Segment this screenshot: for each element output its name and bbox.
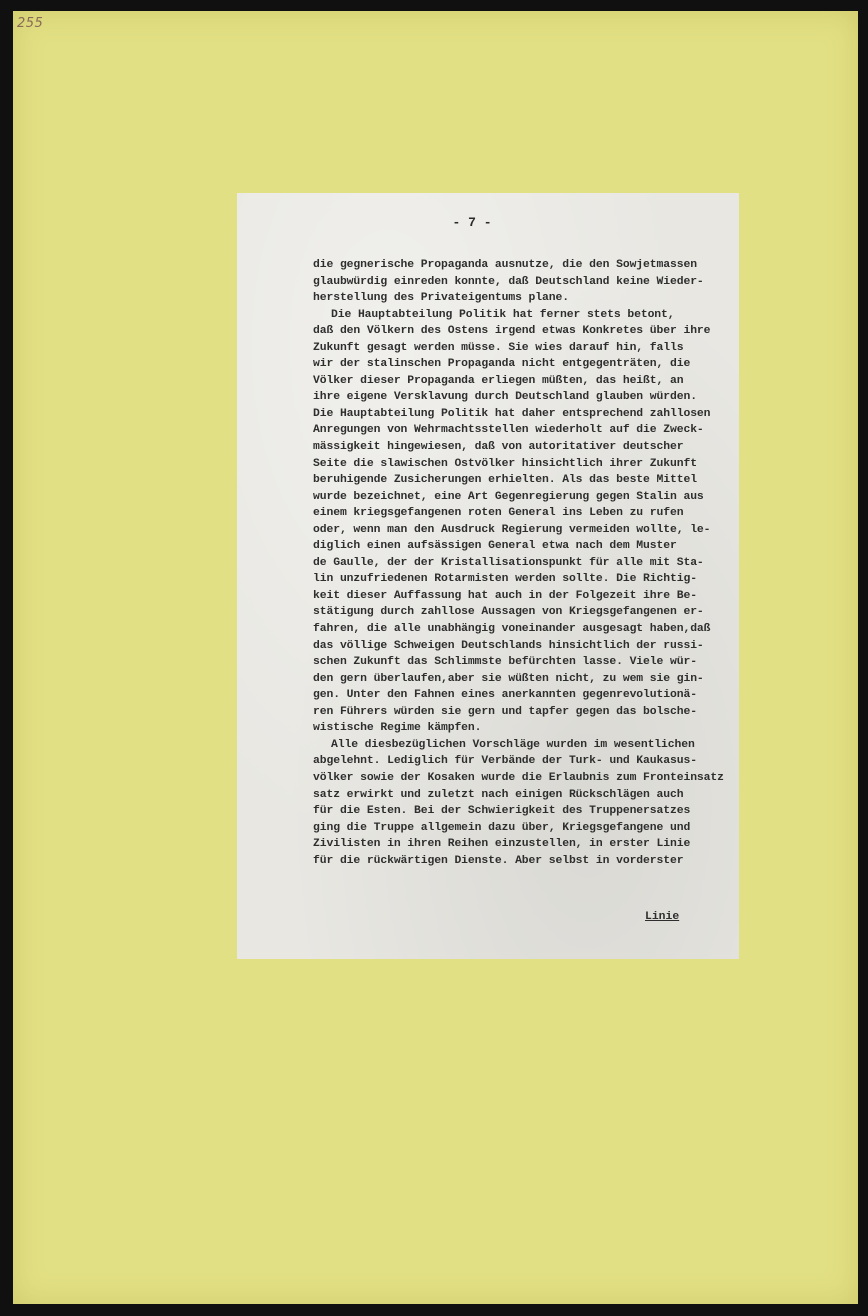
text-line: satz erwirkt und zuletzt nach einigen Rückschlägen auch: [313, 788, 684, 801]
text-line: Die Hauptabteilung Politik hat daher entsprechend zahllosen: [313, 407, 711, 420]
text-line: die gegnerische Propaganda ausnutze, die den Sowjetmassen: [313, 259, 697, 271]
text-line: ihre eigene Versklavung durch Deutschland glauben würden.: [313, 391, 697, 404]
text-line: Zivilisten in ihren Reihen einzustellen, in erster Linie: [313, 838, 691, 851]
text-line: völker sowie der Kosaken wurde die Erlaubnis zum Fronteinsatz: [313, 771, 724, 784]
text-line: das völlige Schweigen Deutschlands hinsichtlich der russi-: [313, 639, 704, 652]
text-line: daß den Völkern des Ostens irgend etwas Konkretes über ihre: [313, 325, 711, 338]
text-line: schen Zukunft das Schlimmste befürchten lasse. Viele wür-: [313, 656, 697, 669]
document-page: [237, 193, 739, 959]
archive-page-marker: 255: [17, 16, 44, 31]
text-line: für die rückwärtigen Dienste. Aber selbst in vorderster: [313, 854, 684, 867]
text-line: abgelehnt. Lediglich für Verbände der Turk- und Kaukasus-: [313, 755, 697, 768]
text-line: gen. Unter den Fahnen eines anerkannten gegenrevolutionä-: [313, 689, 697, 702]
text-line: diglich einen aufsässigen General etwa nach dem Muster: [313, 540, 677, 553]
page-number: - 7 -: [452, 215, 492, 230]
document-body: [313, 257, 733, 869]
text-line: herstellung des Privateigentums plane.: [313, 292, 569, 305]
text-line: keit dieser Auffassung hat auch in der Folgezeit ihre Be-: [313, 589, 697, 602]
text-line: für die Esten. Bei der Schwierigkeit des Truppenersatzes: [313, 805, 691, 818]
text-line: einem kriegsgefangenen roten General ins Leben zu rufen: [313, 507, 684, 520]
text-line: mässigkeit hingewiesen, daß von autoritativer deutscher: [313, 441, 684, 454]
text-line: oder, wenn man den Ausdruck Regierung vermeiden wollte, le-: [313, 523, 711, 536]
text-line: ging die Truppe allgemein dazu über, Kriegsgefangene und: [313, 821, 691, 834]
text-line: de Gaulle, der der Kristallisationspunkt für alle mit Sta-: [313, 556, 704, 569]
text-line: Zukunft gesagt werden müsse. Sie wies darauf hin, falls: [313, 341, 684, 354]
paragraph-start-line: Alle diesbezüglichen Vorschläge wurden im wesentlichen: [331, 738, 695, 751]
archive-backing-sheet: [13, 11, 858, 1304]
catchword: Linie: [645, 911, 680, 923]
text-line: lin unzufriedenen Rotarmisten werden sollte. Die Richtig-: [313, 573, 697, 586]
text-line: Völker dieser Propaganda erliegen müßten, das heißt, an: [313, 374, 684, 387]
text-line: ren Führers würden sie gern und tapfer gegen das bolsche-: [313, 705, 697, 718]
paragraph-start-line: Die Hauptabteilung Politik hat ferner stets betont,: [331, 308, 675, 321]
text-line: wir der stalinschen Propaganda nicht entgegenträten, die: [313, 358, 691, 371]
text-line: wistische Regime kämpfen.: [313, 722, 482, 735]
text-line: wurde bezeichnet, eine Art Gegenregierung gegen Stalin aus: [313, 490, 704, 503]
text-line: glaubwürdig einreden konnte, daß Deutschland keine Wieder-: [313, 275, 704, 288]
text-line: fahren, die alle unabhängig voneinander ausgesagt haben,daß: [313, 623, 711, 636]
text-line: stätigung durch zahllose Aussagen von Kriegsgefangenen er-: [313, 606, 704, 619]
text-line: Seite die slawischen Ostvölker hinsichtlich ihrer Zukunft: [313, 457, 697, 470]
text-line: den gern überlaufen,aber sie wüßten nicht, zu wem sie gin-: [313, 672, 704, 685]
text-line: Anregungen von Wehrmachtsstellen wiederholt auf die Zweck-: [313, 424, 704, 437]
text-line: beruhigende Zusicherungen erhielten. Als das beste Mittel: [313, 474, 697, 487]
